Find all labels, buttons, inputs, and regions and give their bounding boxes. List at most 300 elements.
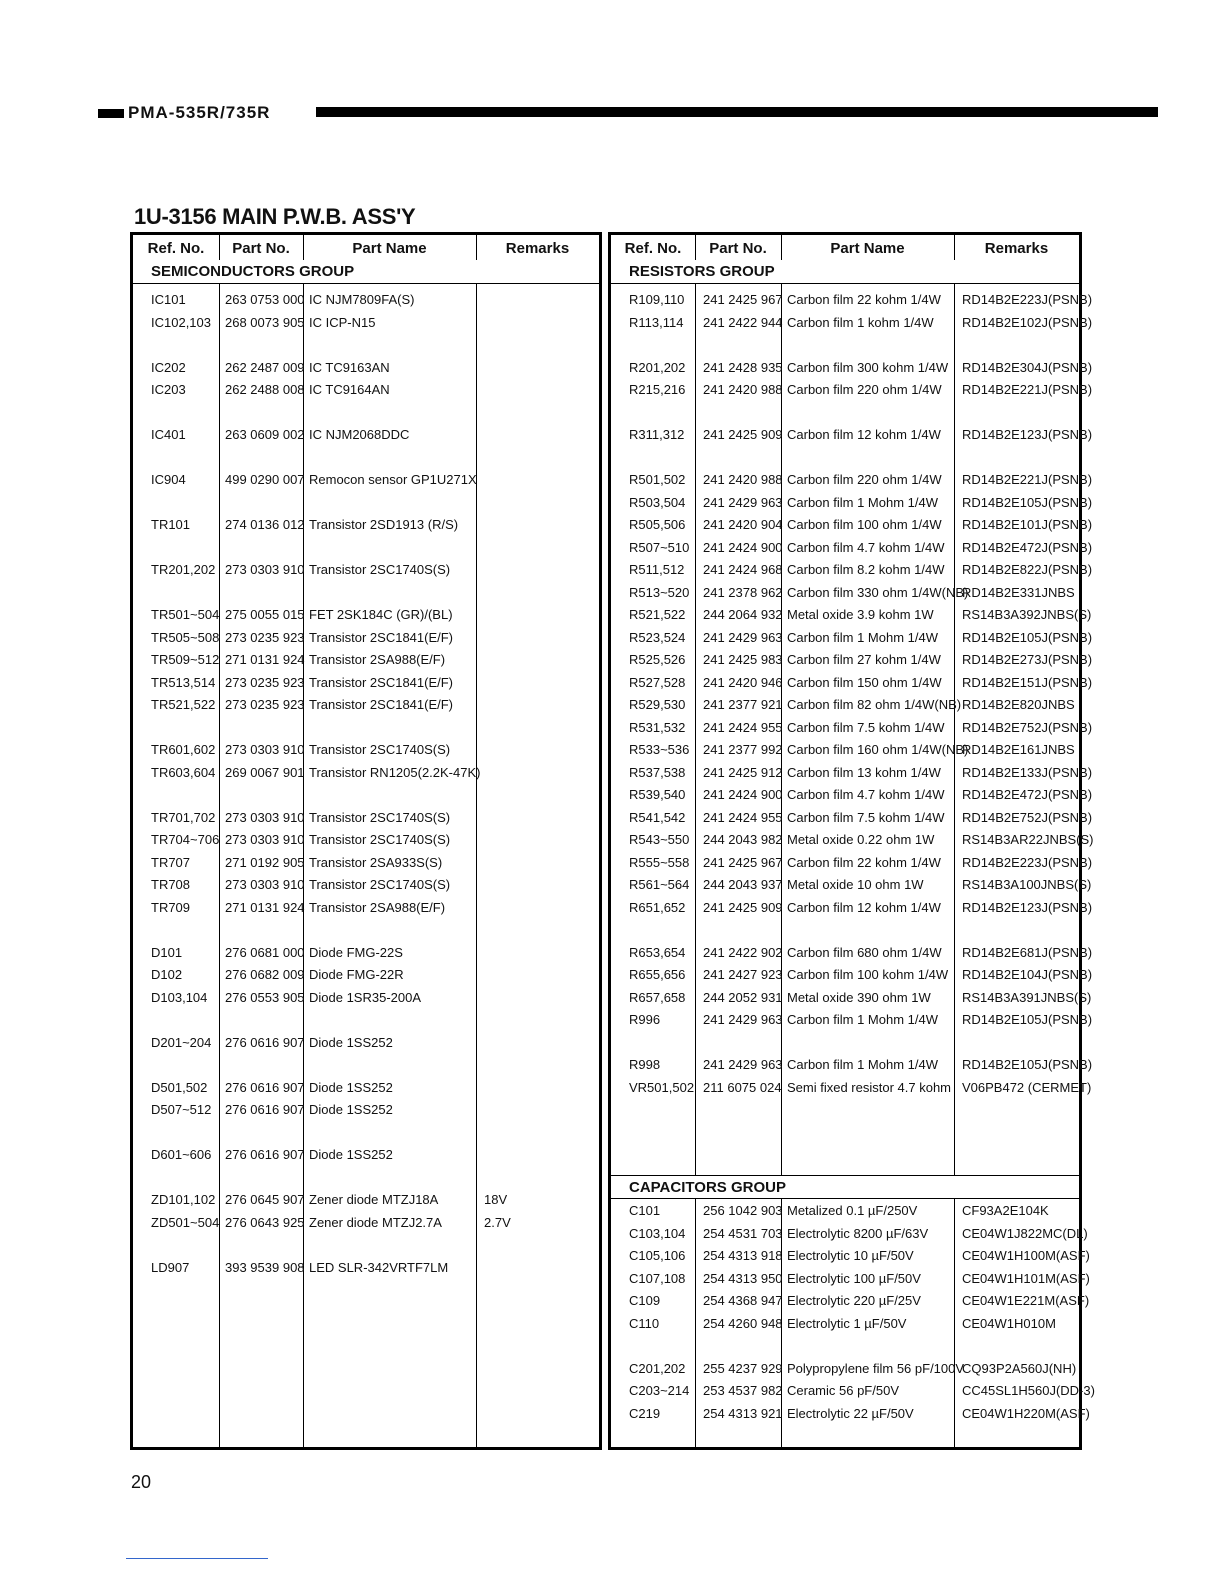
part-no-cell: 273 0235 923 [225,674,305,690]
part-name-cell: Diode 1SS252 [309,1034,393,1050]
part-name-cell: Carbon film 220 ohm 1/4W [787,472,942,487]
table-row [611,582,1079,604]
part-no-cell: 241 2424 900 [703,787,783,802]
part-no-cell: 269 0067 901 [225,764,305,780]
footer-rule [126,1558,268,1559]
part-no-cell: 241 2429 963 [703,494,783,510]
ref-no-cell: TR513,514 [151,674,216,690]
part-no-cell: 276 0681 000 [225,944,305,960]
ref-no-cell: D101 [151,944,183,960]
part-no-cell: 241 2424 900 [703,539,783,555]
ref-no-cell: R541,542 [629,809,686,825]
group-label: SEMICONDUCTORS GROUP [151,263,355,280]
table-row [133,357,599,379]
part-no-cell: 271 0192 905 [225,854,305,870]
page-number: 20 [131,1472,152,1492]
ref-no-cell: TR521,522 [151,697,216,712]
part-name-cell: Carbon film 100 kohm 1/4W [787,967,949,982]
table-row [133,807,599,829]
ref-no-cell: R539,540 [629,787,686,802]
remarks-cell: RD14B2E105J(PSNB) [962,494,1093,510]
ref-no-cell: C219 [629,1405,661,1421]
part-name-cell: Diode 1SS252 [309,1102,393,1117]
remarks-cell: RD14B2E223J(PSNB) [962,854,1093,870]
part-no-cell: 241 2425 967 [703,854,783,870]
remarks-cell: RD14B2E822J(PSNB) [962,562,1093,577]
part-no-cell: 241 2420 946 [703,674,783,690]
ref-no-cell: TR601,602 [151,742,216,757]
part-name-cell: Transistor 2SC1740S(S) [309,877,451,892]
part-no-cell: 241 2428 935 [703,359,783,375]
part-no-cell: 254 4260 948 [703,1315,783,1331]
remarks-cell: CE04W1H100M(ASF) [962,1248,1090,1263]
part-name-cell: Transistor RN1205(2.2K-47K) [309,764,481,780]
part-name-cell: Metal oxide 0.22 ohm 1W [787,832,935,847]
part-no-cell: 276 0553 905 [225,989,305,1005]
part-no-cell: 256 1042 903 [703,1203,783,1218]
part-no-cell: 276 0645 907 [225,1192,305,1207]
table-row [133,649,599,671]
table-row [133,289,599,311]
table-row [133,1257,599,1279]
ref-no-cell: R109,110 [629,292,685,307]
part-name-cell: IC TC9164AN [309,382,390,397]
remarks-cell: RD14B2E105J(PSNB) [962,1012,1093,1027]
part-no-cell: 244 2043 937 [703,877,783,892]
table-row [611,1223,1088,1245]
table-row [611,852,1093,874]
ref-no-cell: TR101 [151,517,191,532]
table-row [611,1358,1079,1380]
part-name-cell: Carbon film 27 kohm 1/4W [787,652,941,667]
part-no-cell: 254 4368 947 [703,1293,783,1308]
table-row [133,604,599,626]
part-no-cell: 241 2425 967 [703,292,783,307]
table-row [133,469,599,491]
part-name-cell: Carbon film 1 kohm 1/4W [787,314,934,330]
ref-no-cell: C107,108 [629,1270,686,1286]
part-no-cell: 254 4313 950 [703,1270,783,1286]
table-row [611,537,1093,559]
remarks-cell: 18V [484,1192,508,1207]
ref-no-cell: R215,216 [629,382,686,397]
header-title: PMA-535R/735R [128,103,271,122]
col-name-header: Part Name [830,240,905,257]
table-header [133,235,599,261]
part-no-cell: 274 0136 012 [225,517,305,532]
part-name-cell: Carbon film 22 kohm 1/4W [787,292,941,307]
part-no-cell: 273 0235 923 [225,629,305,645]
part-name-cell: IC NJM7809FA(S) [309,292,415,307]
part-name-cell: Carbon film 13 kohm 1/4W [787,764,941,780]
table-row [611,1077,1092,1099]
ref-no-cell: LD907 [151,1259,190,1275]
table-row [133,1077,599,1099]
ref-no-cell: ZD501~504 [151,1214,220,1230]
ref-no-cell: IC102,103 [151,314,211,330]
ref-no-cell: C101 [629,1203,661,1218]
ref-no-cell: R525,526 [629,652,686,667]
part-name-cell: Carbon film 12 kohm 1/4W [787,899,941,915]
ref-no-cell: TR603,604 [151,764,216,780]
ref-no-cell: TR708 [151,877,191,892]
remarks-cell: RD14B2E102J(PSNB) [962,314,1093,330]
part-no-cell: 254 4531 703 [703,1225,783,1241]
part-no-cell: 241 2429 963 [703,629,783,645]
ref-no-cell: D507~512 [151,1102,212,1117]
part-name-cell: Carbon film 1 Mohm 1/4W [787,1057,938,1072]
part-no-cell: 241 2424 955 [703,809,783,825]
part-name-cell: Electrolytic 1 µF/50V [787,1315,907,1331]
group-label: RESISTORS GROUP [629,263,775,280]
col-part-header: Part No. [232,240,290,257]
table-row [133,739,599,761]
ref-no-cell: R555~558 [629,854,690,870]
part-no-cell: 254 4313 918 [703,1248,783,1263]
part-name-cell: Electrolytic 22 µF/50V [787,1405,914,1421]
remarks-cell: RD14B2E221J(PSNB) [962,382,1093,397]
ref-no-cell: TR505~508 [151,629,220,645]
remarks-cell: RS14B3A100JNBS(S) [962,877,1092,892]
ref-no-cell: IC203 [151,382,186,397]
ref-no-cell: R521,522 [629,607,686,622]
ref-no-cell: C105,106 [629,1248,686,1263]
table-row [611,1313,1079,1335]
table-row [611,784,1093,806]
col-ref-header: Ref. No. [147,240,205,257]
table-row [611,987,1092,1009]
ref-no-cell: R507~510 [629,539,690,555]
table-row [133,312,599,334]
table-row [611,717,1093,739]
remarks-cell: RD14B2E104J(PSNB) [962,967,1093,982]
part-name-cell: Transistor 2SC1740S(S) [309,742,451,757]
part-name-cell: Carbon film 100 ohm 1/4W [787,517,942,532]
ref-no-cell: R996 [629,1012,661,1027]
table-header [611,235,1079,261]
ref-no-cell: R653,654 [629,944,686,960]
part-name-cell: Carbon film 1 Mohm 1/4W [787,629,938,645]
ref-no-cell: R655,656 [629,967,686,982]
part-no-cell: 276 0616 907 [225,1034,305,1050]
part-no-cell: 241 2425 983 [703,652,783,667]
table-row [133,1099,599,1121]
remarks-cell: RD14B2E223J(PSNB) [962,292,1093,307]
ref-no-cell: C103,104 [629,1225,686,1241]
part-name-cell: Carbon film 22 kohm 1/4W [787,854,941,870]
group-header-semiconductors [133,260,599,284]
part-name-cell: Electrolytic 8200 µF/63V [787,1225,929,1241]
table-row [611,807,1093,829]
table-row [611,492,1093,514]
ref-no-cell: R311,312 [629,427,685,442]
part-no-cell: 241 2424 968 [703,562,783,577]
page-header [98,103,1158,122]
remarks-cell: RD14B2E820JNBS [962,697,1075,712]
part-name-cell: Transistor 2SC1841(E/F) [309,629,454,645]
table-row [611,514,1093,536]
part-name-cell: Transistor 2SC1841(E/F) [309,697,454,712]
remarks-cell: RS14B3AR22JNBS(S) [962,832,1094,847]
ref-no-cell: R501,502 [629,472,686,487]
table-row [133,1189,599,1211]
part-name-cell: Carbon film 82 ohm 1/4W(NB) [787,697,962,712]
ref-no-cell: R651,652 [629,899,686,915]
part-name-cell: Transistor 2SC1740S(S) [309,832,451,847]
table-row [611,627,1093,649]
part-name-cell: IC NJM2068DDC [309,427,410,442]
ref-no-cell: R543~550 [629,832,690,847]
ref-no-cell: TR707 [151,854,191,870]
ref-no-cell: D601~606 [151,1147,212,1162]
table-row [611,762,1093,784]
part-no-cell: 244 2064 932 [703,607,783,622]
col-ref-header: Ref. No. [624,240,682,257]
part-no-cell: 255 4237 929 [703,1360,783,1376]
table-row [133,897,599,919]
part-no-cell: 241 2425 909 [703,427,783,442]
part-no-cell: 276 0616 907 [225,1102,305,1117]
part-name-cell: Carbon film 1 Mohm 1/4W [787,1012,938,1027]
part-no-cell: 241 2378 962 [703,584,783,600]
ref-no-cell: C201,202 [629,1360,686,1376]
table-row [611,942,1093,964]
ref-no-cell: TR701,702 [151,809,216,825]
part-name-cell: Metalized 0.1 µF/250V [787,1203,918,1218]
table-row [611,1290,1090,1312]
part-name-cell: Carbon film 160 ohm 1/4W(NB) [787,742,969,757]
remarks-cell: CE04W1E221M(ASF) [962,1293,1090,1308]
remarks-cell: CE04W1J822MC(DL) [962,1225,1088,1241]
part-name-cell: Carbon film 4.7 kohm 1/4W [787,539,945,555]
ref-no-cell: R561~564 [629,877,690,892]
table-row [611,1054,1093,1076]
table-row [133,424,599,446]
table-row [133,1032,599,1054]
part-no-cell: 276 0682 009 [225,967,305,982]
col-name-header: Part Name [352,240,427,257]
table-row [611,1245,1090,1267]
part-name-cell: Diode 1SR35-200A [309,989,422,1005]
ref-no-cell: C109 [629,1293,661,1308]
part-name-cell: Transistor 2SC1740S(S) [309,562,451,577]
table-row [611,1268,1090,1290]
part-name-cell: Semi fixed resistor 4.7 kohm [787,1079,952,1095]
part-no-cell: 273 0303 910 [225,832,305,847]
part-no-cell: 241 2427 923 [703,967,783,982]
table-row [611,964,1093,986]
remarks-cell: RD14B2E752J(PSNB) [962,719,1093,735]
part-name-cell: Polypropylene film 56 pF/100V [787,1360,965,1376]
remarks-cell: RD14B2E752J(PSNB) [962,809,1093,825]
part-name-cell: IC ICP-N15 [309,314,376,330]
table-row [133,694,599,716]
remarks-cell: RD14B2E101J(PSNB) [962,517,1093,532]
part-name-cell: Carbon film 7.5 kohm 1/4W [787,719,945,735]
part-name-cell: Carbon film 150 ohm 1/4W [787,674,942,690]
table-row [611,559,1093,581]
part-no-cell: 276 0616 907 [225,1079,305,1095]
table-row [611,604,1092,626]
remarks-cell: RS14B3A391JNBS(S) [962,989,1092,1005]
group-header-resistors [611,260,1079,284]
remarks-cell: RD14B2E105J(PSNB) [962,629,1093,645]
part-name-cell: Metal oxide 3.9 kohm 1W [787,607,934,622]
part-no-cell: 393 9539 908 [225,1259,305,1275]
table-row [611,694,1079,716]
part-name-cell: Electrolytic 220 µF/25V [787,1293,921,1308]
ref-no-cell: ZD101,102 [151,1192,216,1207]
remarks-cell: RD14B2E151J(PSNB) [962,674,1093,690]
table-row [133,829,599,851]
remarks-cell: RD14B2E133J(PSNB) [962,764,1093,780]
part-name-cell: Diode 1SS252 [309,1147,393,1162]
part-no-cell: 241 2420 988 [703,382,783,397]
table-row [133,964,599,986]
ref-no-cell: R113,114 [629,314,684,330]
part-no-cell: 263 0609 002 [225,427,305,442]
ref-no-cell: TR501~504 [151,607,220,622]
table-row [611,1009,1093,1031]
remarks-cell: RD14B2E681J(PSNB) [962,944,1093,960]
part-no-cell: 275 0055 015 [225,607,305,622]
table-row [133,942,599,964]
ref-no-cell: VR501,502 [629,1079,695,1095]
part-no-cell: 499 0290 007 [225,472,305,487]
ref-no-cell: TR509~512 [151,652,220,667]
ref-no-cell: R533~536 [629,742,690,757]
remarks-cell: 2.7V [484,1214,511,1230]
part-name-cell: Transistor 2SA933S(S) [309,854,443,870]
part-no-cell: 254 4313 921 [703,1405,783,1421]
part-name-cell: FET 2SK184C (GR)/(BL) [309,607,453,622]
ref-no-cell: R527,528 [629,674,686,690]
part-no-cell: 271 0131 924 [225,652,305,667]
part-no-cell: 241 2424 955 [703,719,783,735]
part-name-cell: Diode FMG-22S [309,944,403,960]
table-row [611,874,1092,896]
ref-no-cell: R513~520 [629,584,690,600]
remarks-cell: RD14B2E221J(PSNB) [962,472,1093,487]
part-no-cell: 273 0303 910 [225,562,305,577]
part-no-cell: 271 0131 924 [225,899,305,915]
col-remarks-header: Remarks [505,240,570,257]
part-name-cell: Metal oxide 10 ohm 1W [787,877,924,892]
part-name-cell: Electrolytic 10 µF/50V [787,1248,914,1263]
remarks-cell: RD14B2E472J(PSNB) [962,539,1093,555]
ref-no-cell: C110 [629,1315,660,1331]
remarks-cell: V06PB472 (CERMET) [962,1079,1092,1095]
part-name-cell: Diode 1SS252 [309,1079,393,1095]
group-label: CAPACITORS GROUP [629,1179,786,1196]
table-row [133,762,599,784]
table-row [611,379,1093,401]
ref-no-cell: TR201,202 [151,562,216,577]
group-header-capacitors [611,1175,1079,1199]
part-no-cell: 241 2420 988 [703,472,783,487]
ref-no-cell: D501,502 [151,1079,208,1095]
remarks-cell: RD14B2E273J(PSNB) [962,652,1093,667]
table-row [611,469,1093,491]
part-name-cell: Transistor 2SD1913 (R/S) [309,517,459,532]
part-name-cell: Transistor 2SA988(E/F) [309,899,446,915]
ref-no-cell: D102 [151,967,183,982]
remarks-cell: RD14B2E331JNBS [962,584,1075,600]
part-no-cell: 241 2425 909 [703,899,783,915]
part-name-cell: Zener diode MTZJ18A [309,1192,439,1207]
table-row [611,672,1093,694]
header-rule-bar [316,107,1158,117]
table-row [611,424,1093,446]
section-title: 1U-3156 MAIN P.W.B. ASS'Y [134,204,416,229]
ref-no-cell: R531,532 [629,719,686,735]
table-row [133,987,599,1009]
table-row [133,1212,599,1234]
part-name-cell: Carbon film 12 kohm 1/4W [787,427,941,442]
part-name-cell: Carbon film 7.5 kohm 1/4W [787,809,945,825]
part-no-cell: 244 2043 982 [703,832,783,847]
part-no-cell: 211 6075 024 [703,1079,782,1095]
part-no-cell: 276 0643 925 [225,1214,305,1230]
table-row [133,672,599,694]
part-no-cell: 263 0753 000 [225,292,305,307]
part-name-cell: Zener diode MTZJ2.7A [309,1214,442,1230]
remarks-cell: CE04W1H010M [962,1315,1056,1331]
part-name-cell: Electrolytic 100 µF/50V [787,1270,921,1286]
part-no-cell: 262 2487 009 [225,359,305,375]
ref-no-cell: IC401 [151,427,186,442]
table-row [611,1200,1079,1222]
part-no-cell: 241 2422 902 [703,944,783,960]
ref-no-cell: D201~204 [151,1034,212,1050]
remarks-cell: CE04W1H101M(ASF) [962,1270,1090,1286]
ref-no-cell: R523,524 [629,629,686,645]
part-no-cell: 241 2420 904 [703,517,783,532]
part-no-cell: 276 0616 907 [225,1147,305,1162]
ref-no-cell: D103,104 [151,989,208,1005]
part-name-cell: Ceramic 56 pF/50V [787,1383,899,1398]
table-row [611,829,1094,851]
remarks-cell: RD14B2E123J(PSNB) [962,427,1093,442]
part-name-cell: Remocon sensor GP1U271X [309,472,477,487]
remarks-cell: RD14B2E105J(PSNB) [962,1057,1093,1072]
table-row [133,1144,599,1166]
col-remarks-header: Remarks [984,240,1049,257]
table-row [611,357,1093,379]
remarks-cell: RD14B2E472J(PSNB) [962,787,1093,802]
part-name-cell: Transistor 2SC1841(E/F) [309,674,454,690]
col-part-header: Part No. [709,240,767,257]
part-no-cell: 253 4537 982 [703,1383,783,1398]
part-no-cell: 241 2377 921 [703,697,783,712]
part-name-cell: Carbon film 1 Mohm 1/4W [787,494,938,510]
part-name-cell: Carbon film 8.2 kohm 1/4W [787,562,945,577]
remarks-cell: RD14B2E123J(PSNB) [962,899,1093,915]
part-no-cell: 273 0303 910 [225,877,305,892]
part-no-cell: 241 2425 912 [703,764,783,780]
ref-no-cell: R503,504 [629,494,686,510]
table-row [611,312,1093,334]
remarks-cell: CC45SL1H560J(DD-3) [962,1383,1095,1398]
table-row [611,897,1093,919]
part-no-cell: 273 0235 923 [225,697,305,712]
remarks-cell: CE04W1H220M(ASF) [962,1405,1090,1421]
part-name-cell: Transistor 2SC1740S(S) [309,809,451,825]
header-lead-bar [98,109,124,118]
part-no-cell: 241 2429 963 [703,1057,783,1072]
ref-no-cell: R529,530 [629,697,686,712]
part-no-cell: 244 2052 931 [703,989,783,1005]
